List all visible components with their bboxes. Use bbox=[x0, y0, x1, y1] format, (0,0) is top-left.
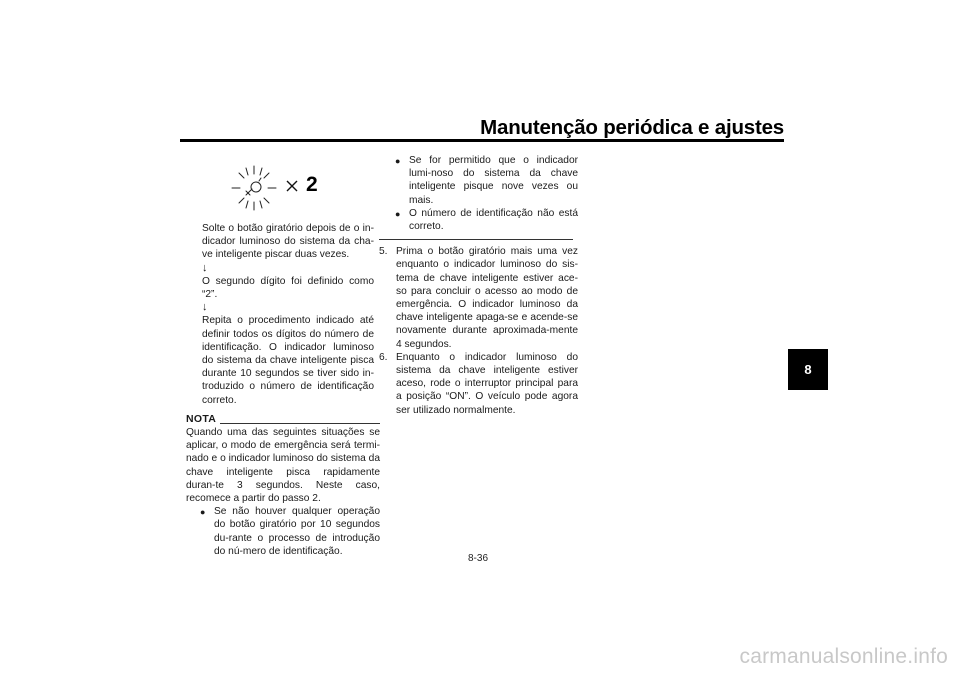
release-dial-paragraph: Solte o botão giratório depois de o in-dicador luminoso do sistema da cha-ve inteligente piscar duas vezes. bbox=[202, 223, 374, 261]
step-number: 6. bbox=[379, 351, 388, 363]
flash-count-label: 2 bbox=[306, 173, 318, 196]
step-number: 5. bbox=[379, 246, 388, 258]
multiply-icon bbox=[286, 180, 298, 192]
list-item bbox=[395, 207, 578, 233]
title-rule bbox=[180, 139, 784, 142]
right-column bbox=[379, 154, 578, 417]
bullet-icon: ● bbox=[395, 156, 401, 166]
watermark: carmanualsonline.info bbox=[739, 645, 948, 668]
step-text: Enquanto o indicador luminoso do sistema da chave inteligente estiver aceso, rode o interruptor principal para a posição “ON”. O veículo pode agora ser utilizado normalmente. bbox=[396, 351, 578, 416]
list-item bbox=[200, 505, 380, 558]
bullet-icon: ● bbox=[395, 208, 401, 219]
list-item bbox=[395, 154, 578, 207]
nota-end-rule bbox=[379, 239, 573, 240]
nota-label: NOTA bbox=[186, 412, 217, 425]
step-item bbox=[379, 245, 578, 351]
page-number: 8-36 bbox=[468, 553, 489, 564]
arrow-down-icon: ↓ bbox=[202, 301, 208, 314]
nota-rule bbox=[220, 423, 380, 424]
page-title: Manutenção periódica e ajustes bbox=[480, 116, 784, 139]
nota-body bbox=[186, 426, 380, 558]
second-digit-paragraph: O segundo dígito foi definido como “2”. bbox=[202, 275, 374, 301]
nota-heading bbox=[186, 413, 380, 426]
step-item bbox=[379, 351, 578, 417]
arrow-down-icon: ↓ bbox=[202, 261, 208, 274]
bullet-icon: ● bbox=[200, 507, 206, 518]
bullet-text: Se for permitido que o indicador lumi-noso do sistema da chave inteligente pisque nove vezes ou mais. bbox=[409, 155, 578, 206]
left-column bbox=[186, 222, 380, 558]
nota-text: Quando uma das seguintes situações se aplicar, o modo de emergência será termi-nado e o indicador luminoso do sistema da chave inteligente pisca rapidamente duran-te 3 segundos. Neste caso, recomece a partir do passo 2. bbox=[186, 427, 380, 505]
chapter-tab: 8 bbox=[788, 349, 828, 390]
repeat-procedure-paragraph: Repita o procedimento indicado até definir todos os dígitos do número de identificação. O indicador luminoso do sistema da chave inteligente pisca durante 10 segundos se tiver sido in-troduzido o número de identificação correto. bbox=[202, 315, 374, 406]
flashing-indicator-illustration bbox=[228, 160, 328, 216]
bullet-text: Se não houver qualquer operação do botão giratório por 10 segundos du-rante o processo de introdução do nú-mero de identificação. bbox=[214, 506, 380, 557]
step-text: Prima o botão giratório mais uma vez enquanto o indicador luminoso do sis-tema de chave inteligente estiver ace-so para concluir o acesso ao modo de emergência. O indicador luminoso da chave inteligente apaga-se e acende-se novamente durante aproximada-mente 4 segundos. bbox=[396, 246, 578, 350]
bullet-text: O número de identificação não está correto. bbox=[409, 207, 578, 233]
